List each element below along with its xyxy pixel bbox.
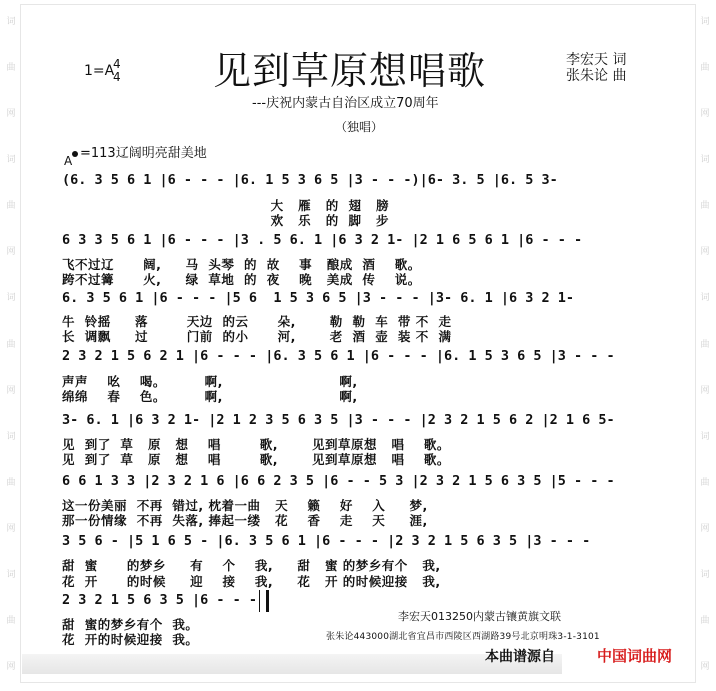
quarter-note-icon bbox=[72, 151, 78, 157]
score-line-4: 2 3 2 1 5 6 2 1 |6 - - - |6. 3 5 6 1 |6 - - - |6. 1 5 3 6 5 |3 - - - bbox=[62, 348, 615, 364]
lyric-line-3b: 长 调飘 过 门前 的小 河, 老 酒 壶 装 不 满 bbox=[62, 329, 452, 344]
watermark-char: 曲 bbox=[700, 63, 710, 74]
composer-address: 张朱论443000湖北省宜昌市西陵区西湖路39号北京明珠3-1-3101 bbox=[326, 632, 600, 642]
watermark-char: 网 bbox=[6, 661, 16, 672]
lyric-line-6b: 那一份情缘 不再 失落, 捧起一缕 花 香 走 天 涯, bbox=[62, 513, 428, 528]
lyric-line-8b: 花 开的时候迎接 我。 bbox=[62, 632, 199, 647]
watermark-char: 曲 bbox=[700, 201, 710, 212]
watermark-char: 网 bbox=[6, 247, 16, 258]
lyric-line-6a: 这一份美丽 不再 错过, 枕着一曲 天 籁 好 入 梦, bbox=[62, 498, 428, 513]
lyric-line-3a: 牛 铃摇 落 天边 的云 朵, 勒 勒 车 带 不 走 bbox=[62, 314, 452, 329]
watermark-char: 词 bbox=[6, 293, 16, 304]
watermark-char: 网 bbox=[700, 247, 710, 258]
score-line-2: 6 3 3 5 6 1 |6 - - - |3 . 5 6. 1 |6 3 2 1- |2 1 6 5 6 1 |6 - - - bbox=[62, 232, 583, 248]
watermark-char: 曲 bbox=[6, 339, 16, 350]
key-signature: 1=A bbox=[84, 63, 115, 79]
lyric-line-2b: 跨不过篝 火, 绿 草地 的 夜 晚 美成 传 说。 bbox=[62, 272, 421, 287]
watermark-char: 词 bbox=[700, 569, 710, 580]
song-title: 见到草原想唱歌 bbox=[213, 49, 487, 93]
watermark-char: 词 bbox=[700, 17, 710, 28]
lyric-line-4b: 绵绵 春 色。 啊, 啊, bbox=[62, 389, 358, 404]
lyricist-address: 李宏天013250内蒙古镶黄旗文联 bbox=[398, 610, 561, 623]
score-line-6: 6 6 1 3 3 |2 3 2 1 6 |6 6 2 3 5 |6 - - 5 3 |2 3 2 1 5 6 3 5 |5 - - - bbox=[62, 473, 615, 489]
watermark-char: 词 bbox=[6, 155, 16, 166]
credits bbox=[566, 52, 626, 84]
lyric-line-7a: 甜 蜜 的梦乡 有 个 我, 甜 蜜 的梦乡有个 我, bbox=[62, 558, 441, 573]
watermark-char: 曲 bbox=[6, 615, 16, 626]
watermark-char: 曲 bbox=[6, 477, 16, 488]
watermark-char: 网 bbox=[6, 523, 16, 534]
watermark-char: 网 bbox=[700, 523, 710, 534]
watermark-char: 网 bbox=[700, 661, 710, 672]
performance-note: （独唱） bbox=[335, 120, 384, 134]
tempo-marking bbox=[72, 142, 207, 161]
lyric-line-1a: 大 雁 的 翅 膀 bbox=[62, 198, 389, 213]
watermark-char: 词 bbox=[6, 431, 16, 442]
lyric-line-7b: 花 开 的时候 迎 接 我, 花 开 的时候迎接 我, bbox=[62, 574, 441, 589]
lyric-line-5b: 见 到了 草 原 想 唱 歌, 见到草原想 唱 歌。 bbox=[62, 452, 450, 467]
source-label: 本曲谱源自 bbox=[485, 649, 555, 665]
watermark-char: 曲 bbox=[700, 477, 710, 488]
lyric-line-5a: 见 到了 草 原 想 唱 歌, 见到草原想 唱 歌。 bbox=[62, 437, 450, 452]
watermark-char: 曲 bbox=[700, 339, 710, 350]
final-barline bbox=[259, 590, 269, 612]
lyric-line-8a: 甜 蜜的梦乡有个 我。 bbox=[62, 617, 199, 632]
watermark-char: 词 bbox=[6, 569, 16, 580]
time-numerator: 4 bbox=[113, 57, 121, 71]
composer-credit: 张朱论 曲 bbox=[566, 68, 627, 84]
watermark-char: 网 bbox=[700, 385, 710, 396]
section-mark: A bbox=[64, 154, 73, 168]
watermark-char: 网 bbox=[6, 109, 16, 120]
score-line-5: 3- 6. 1 |6 3 2 1- |2 1 2 3 5 6 3 5 |3 - - - |2 3 2 1 5 6 2 |2 1 6 5- bbox=[62, 412, 615, 428]
subtitle: ---庆祝内蒙古自治区成立70周年 bbox=[252, 96, 439, 111]
watermark-char: 词 bbox=[6, 17, 16, 28]
tempo-text: =113辽阔明亮甜美地 bbox=[80, 146, 207, 161]
left-watermark bbox=[4, 0, 18, 691]
lyric-line-2a: 飞不过辽 阔, 马 头琴 的 故 事 酿成 酒 歌。 bbox=[62, 257, 421, 272]
time-denominator: 4 bbox=[113, 70, 121, 84]
lyric-line-4a: 声声 吆 喝。 啊, 啊, bbox=[62, 374, 358, 389]
watermark-char: 网 bbox=[700, 109, 710, 120]
site-link[interactable]: 中国词曲网 bbox=[597, 647, 673, 665]
watermark-char: 曲 bbox=[6, 201, 16, 212]
score-line-1: (6. 3 5 6 1 |6 - - - |6. 1 5 3 6 5 |3 - - -)|6- 3. 5 |6. 5 3- bbox=[62, 172, 558, 188]
watermark-char: 词 bbox=[700, 155, 710, 166]
lyricist-credit: 李宏天 词 bbox=[566, 52, 627, 68]
score-line-8: 2 3 2 1 5 6 3 5 |6 - - - bbox=[62, 592, 258, 608]
watermark-char: 曲 bbox=[6, 63, 16, 74]
lyric-line-1b: 欢 乐 的 脚 步 bbox=[62, 213, 389, 228]
watermark-char: 曲 bbox=[700, 615, 710, 626]
watermark-char: 词 bbox=[700, 431, 710, 442]
time-signature bbox=[113, 58, 121, 84]
watermark-char: 网 bbox=[6, 385, 16, 396]
score-line-3: 6. 3 5 6 1 |6 - - - |5 6 1 5 3 6 5 |3 - - - |3- 6. 1 |6 3 2 1- bbox=[62, 290, 575, 306]
right-watermark bbox=[698, 0, 712, 691]
footer-bar bbox=[22, 654, 562, 674]
watermark-char: 词 bbox=[700, 293, 710, 304]
score-line-7: 3 5 6 - |5 1 6 5 - |6. 3 5 6 1 |6 - - - |2 3 2 1 5 6 3 5 |3 - - - bbox=[62, 533, 591, 549]
